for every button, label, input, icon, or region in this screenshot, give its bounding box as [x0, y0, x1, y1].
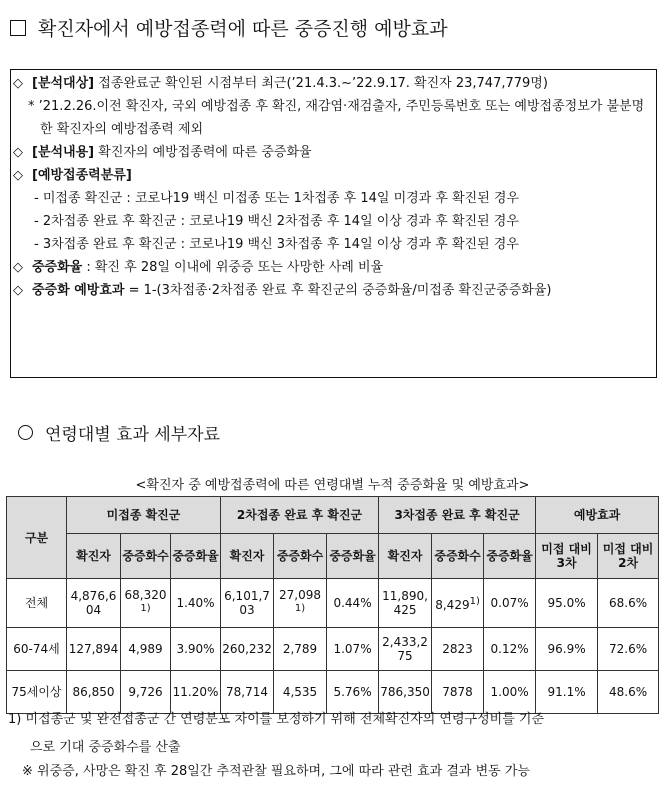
cell: 2,789: [274, 628, 327, 671]
subheader: 중증화율: [327, 534, 379, 579]
row-label: 75세이상: [7, 671, 67, 714]
class-item: - 3차접종 완료 후 확진군 : 코로나19 백신 3차접종 후 14일 이상 경과 후 확진된 경우: [34, 237, 519, 252]
cell: 127,894: [67, 628, 121, 671]
cell: 0.12%: [484, 628, 536, 671]
cell: 68,320$^{1)}$: [121, 579, 171, 628]
diamond-bullet-icon: ◇: [13, 168, 23, 183]
cell: 786,350: [379, 671, 432, 714]
cell: 2,433,275: [379, 628, 432, 671]
table-caption: <확진자 중 예방접종력에 따른 연령대별 누적 중증화율 및 예방효과>: [135, 478, 530, 493]
table-row: [7, 579, 659, 628]
table-row: [7, 628, 659, 671]
cell: 6,101,703: [221, 579, 274, 628]
document-title-text: 확진자에서 예방접종력에 따른 중증진행 예방효과: [38, 18, 448, 40]
cell: 91.1%: [536, 671, 598, 714]
class-line: [13, 164, 650, 187]
diamond-bullet-icon: ◇: [13, 145, 23, 160]
content-line: [13, 141, 650, 164]
document-title: [10, 14, 448, 41]
cell: 5.76%: [327, 671, 379, 714]
cell: 96.9%: [536, 628, 598, 671]
class-label: [예방접종력분류]: [32, 168, 132, 183]
subheader: 중증화율: [484, 534, 536, 579]
cell: 86,850: [67, 671, 121, 714]
diamond-bullet-icon: ◇: [13, 76, 23, 91]
effect-line: [13, 279, 650, 302]
header-unvaccinated: 미접종 확진군: [67, 497, 221, 534]
cell: 4,876,604: [67, 579, 121, 628]
footnote-note: ※ 위중증, 사망은 확진 후 28일간 추적관찰 필요하며, 그에 따라 관련 효과 결과 변동 가능: [22, 764, 530, 779]
cell: 95.0%: [536, 579, 598, 628]
cell: 7878: [432, 671, 484, 714]
header-category: 구분: [7, 497, 67, 579]
cell: 78,714: [221, 671, 274, 714]
footnote-mark: 1): [294, 602, 306, 614]
footnote-1: 1) 미접종군 및 완전접종군 간 연령분포 차이를 보정하기 위해 전체확진자의 연령구성비를 기준: [8, 712, 545, 727]
effect-label: 중증화 예방효과: [32, 283, 125, 298]
subheader: 확진자: [379, 534, 432, 579]
subheader: 중증화수: [121, 534, 171, 579]
cell: 1.07%: [327, 628, 379, 671]
subheader: 확진자: [221, 534, 274, 579]
footnote-1-cont: 으로 기대 중증화수를 산출: [30, 740, 181, 755]
content-label: [분석내용]: [32, 145, 95, 160]
target-line: [13, 72, 650, 95]
cell: 72.6%: [598, 628, 659, 671]
severe-line: [13, 256, 650, 279]
cell: 0.07%: [484, 579, 536, 628]
target-label: [분석대상]: [32, 76, 95, 91]
subheader: 중증화율: [171, 534, 221, 579]
row-label: 60-74세: [7, 628, 67, 671]
cell: 0.44%: [327, 579, 379, 628]
footnote-mark: 1): [140, 602, 151, 614]
effect-text: = 1-(3차접종·2차접종 완료 후 확진군의 중증화율/미접종 확진군중증화율): [124, 283, 552, 298]
header-effect: 예방효과: [536, 497, 659, 534]
header-dose3: 3차접종 완료 후 확진군: [379, 497, 536, 534]
cell: 1.40%: [171, 579, 221, 628]
cell: 1.00%: [484, 671, 536, 714]
cell: 27,098$^{1)}$: [274, 579, 327, 628]
diamond-bullet-icon: ◇: [13, 283, 23, 298]
cell: 4,535: [274, 671, 327, 714]
class-item: - 2차접종 완료 후 확진군 : 코로나19 백신 2차접종 후 14일 이상 경과 후 확진된 경우: [34, 214, 519, 229]
severe-label: 중증화율: [32, 260, 83, 275]
section-title: [18, 420, 220, 445]
footnote-mark: 1): [469, 595, 480, 607]
cell: 11,890,425: [379, 579, 432, 628]
header-dose2: 2차접종 완료 후 확진군: [221, 497, 379, 534]
diamond-bullet-icon: ◇: [13, 260, 23, 275]
age-group-table: [6, 496, 659, 714]
subheader: 확진자: [67, 534, 121, 579]
cell: 11.20%: [171, 671, 221, 714]
cell: 8,429$^{1)}$: [432, 579, 484, 628]
target-note: * ’21.2.26.이전 확진자, 국외 예방접종 후 확진, 재감염·재검출자, 주민등록번호 또는 예방접종정보가 불분명한 확진자의 예방접종력 제외: [28, 99, 645, 137]
cell: 9,726: [121, 671, 171, 714]
circle-bullet-icon: [18, 425, 33, 440]
square-bullet-icon: [10, 20, 26, 36]
cell: 48.6%: [598, 671, 659, 714]
cell: 3.90%: [171, 628, 221, 671]
target-text: 접종완료군 확인된 시점부터 최근(’21.4.3.~’22.9.17. 확진자 23,747,779명): [94, 76, 548, 91]
section-title-text: 연령대별 효과 세부자료: [45, 425, 221, 445]
cell: 4,989: [121, 628, 171, 671]
content-text: 확진자의 예방접종력에 따른 중증화율: [94, 145, 312, 160]
subheader: 미접 대비 3차: [536, 534, 598, 579]
subheader: 미접 대비 2차: [598, 534, 659, 579]
severe-text: : 확진 후 28일 이내에 위중증 또는 사망한 사례 비율: [82, 260, 384, 275]
cell: 260,232: [221, 628, 274, 671]
subheader: 중증화수: [432, 534, 484, 579]
row-label: 전체: [7, 579, 67, 628]
cell: 68.6%: [598, 579, 659, 628]
analysis-info-box: [10, 69, 657, 378]
subheader: 중증화수: [274, 534, 327, 579]
footnotes: [8, 708, 544, 784]
cell: 2823: [432, 628, 484, 671]
class-item: - 미접종 확진군 : 코로나19 백신 미접종 또는 1차접종 후 14일 미경과 후 확진된 경우: [34, 191, 520, 206]
